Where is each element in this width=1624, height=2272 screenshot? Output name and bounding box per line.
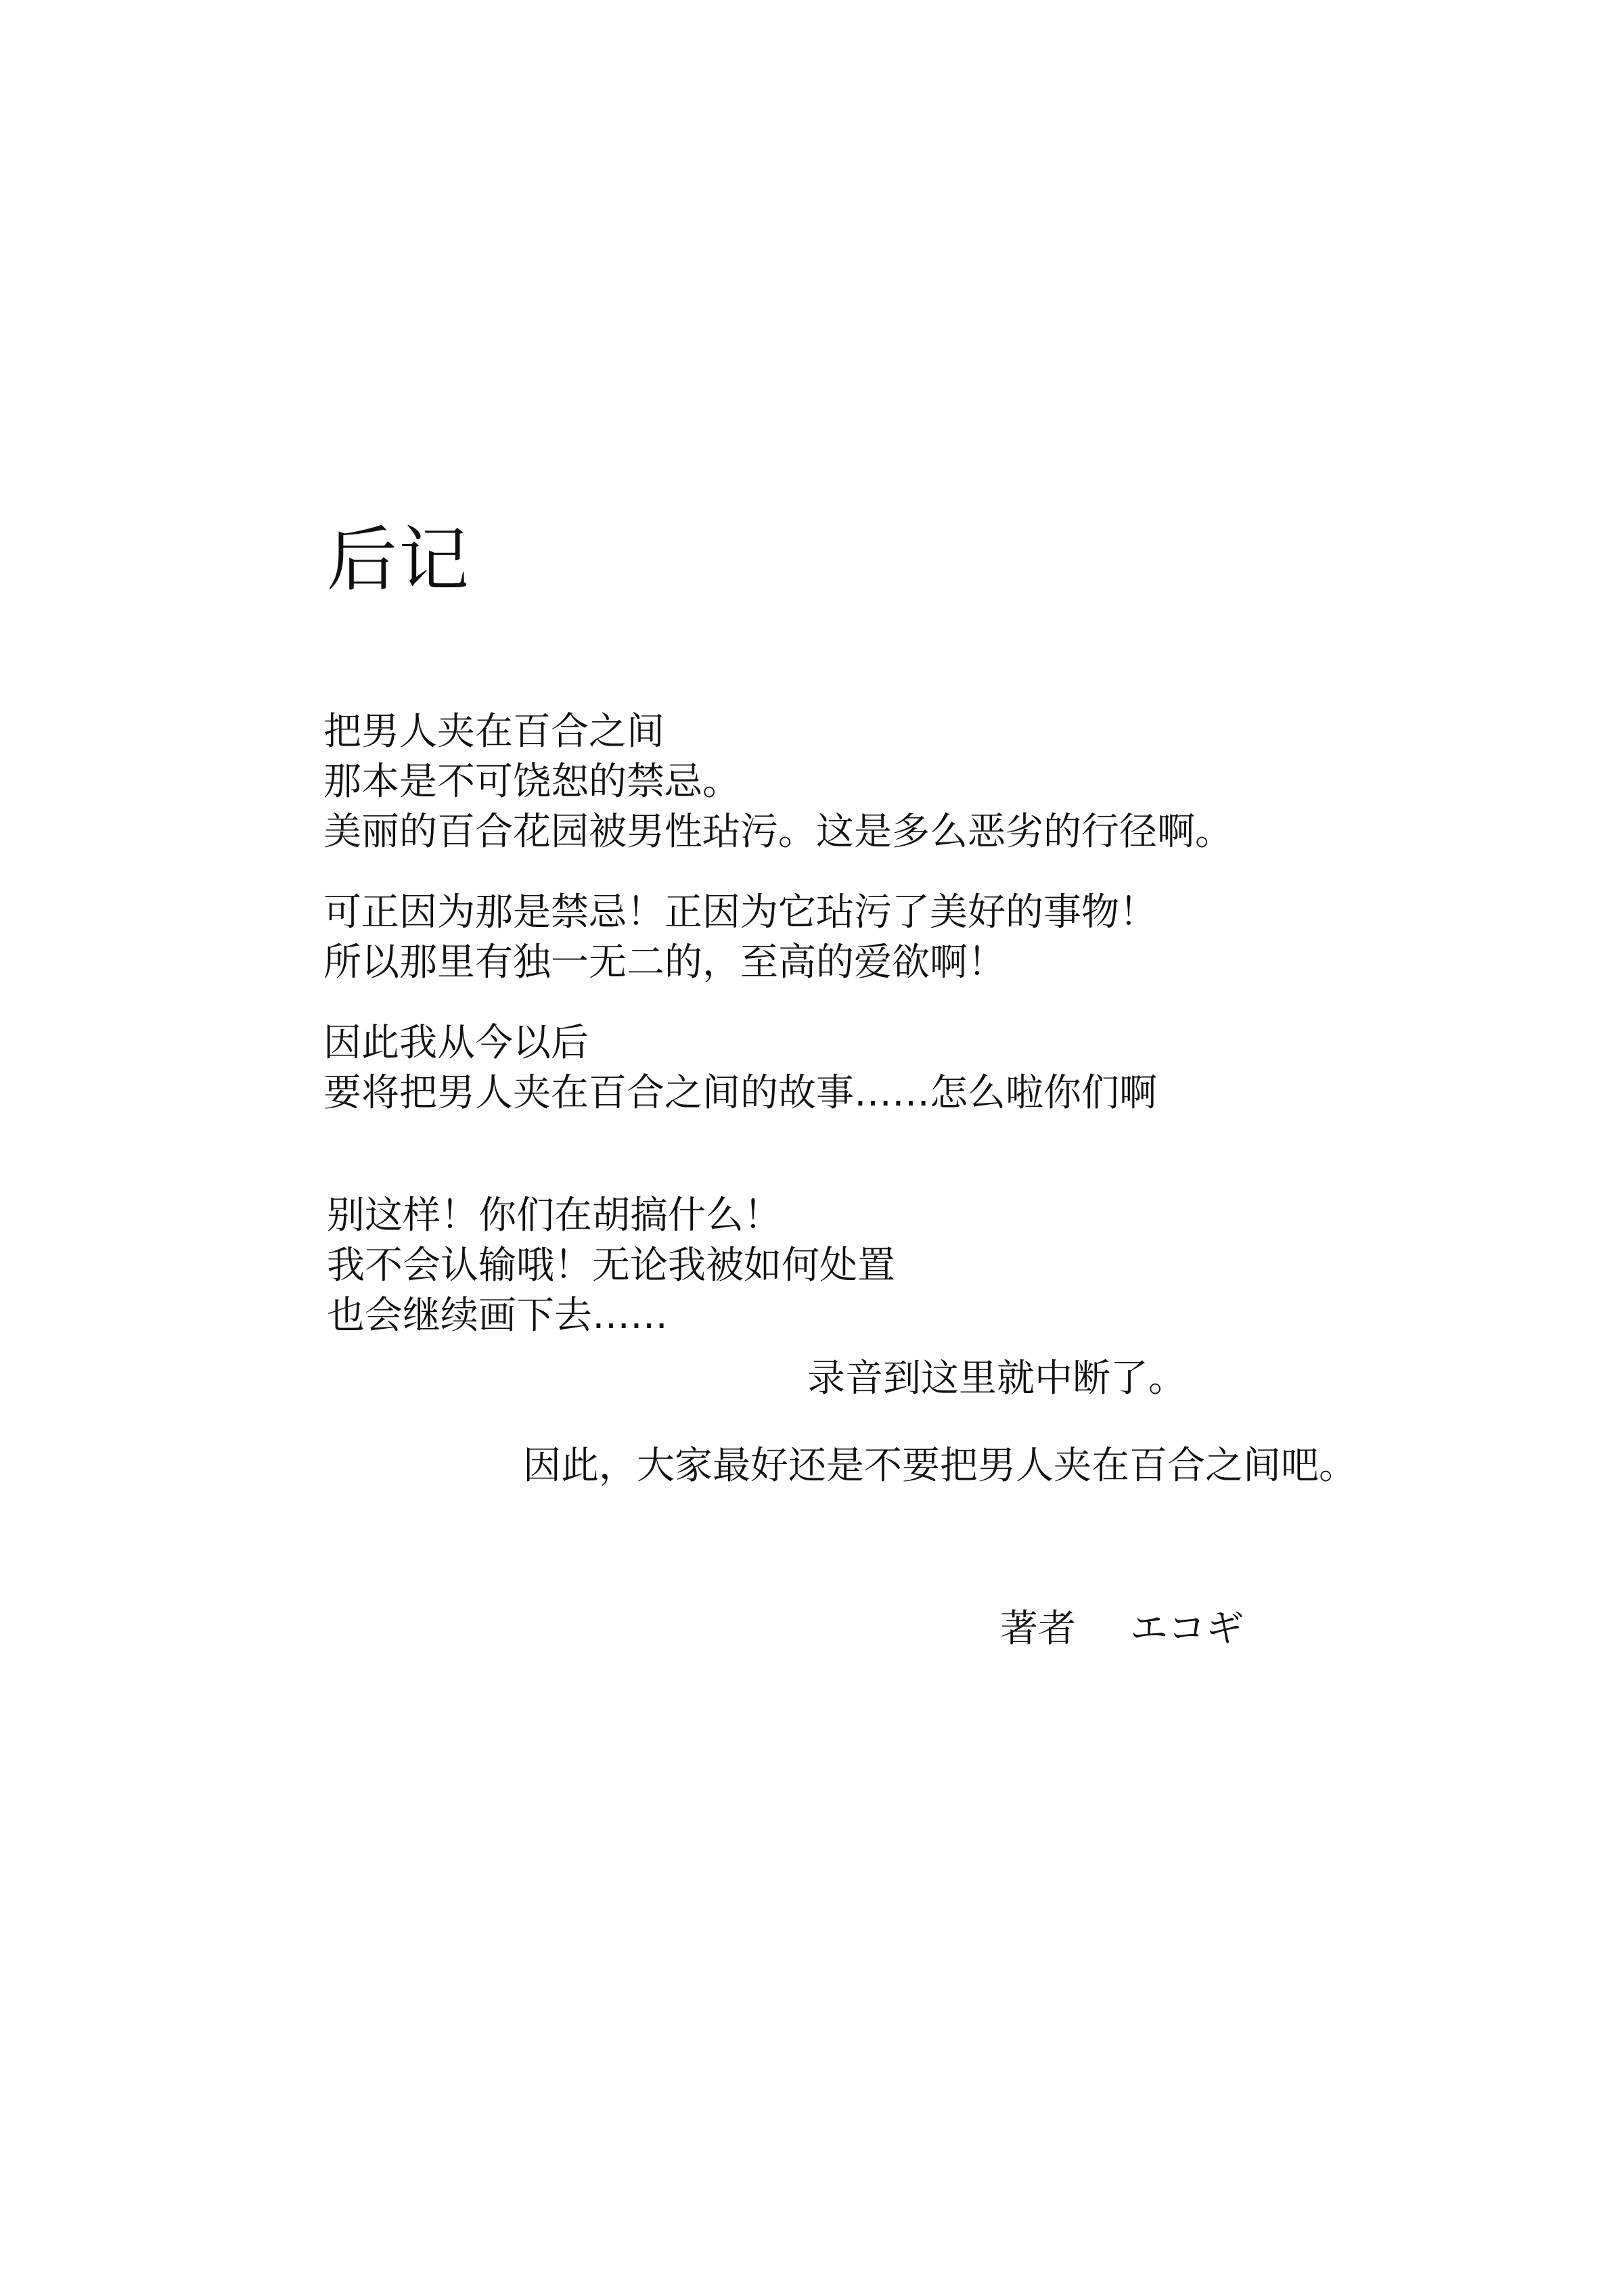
text-line: 可正因为那是禁忌！正因为它玷污了美好的事物！ — [323, 890, 1157, 934]
page-title: 后记 — [327, 518, 471, 601]
text-line: 所以那里有独一无二的，至高的爱欲啊！ — [323, 940, 1006, 984]
closing-line: 录音到这里就中断了。 — [807, 1357, 1186, 1401]
text-line: 别这样！你们在胡搞什么！ — [327, 1194, 782, 1237]
text-line: 也会继续画下去…… — [327, 1294, 668, 1338]
text-line: 美丽的百合花园被男性玷污。这是多么恶劣的行径啊。 — [323, 810, 1233, 854]
author-label: 著者 — [1000, 1607, 1076, 1651]
paragraph — [323, 707, 1233, 857]
text-line: 因此我从今以后 — [323, 1021, 589, 1065]
paragraph — [323, 1018, 1157, 1118]
paragraph — [323, 888, 1157, 988]
text-line: 我不会认输哦！无论我被如何处置 — [327, 1244, 895, 1288]
text-line: 那本是不可饶恕的禁忌。 — [323, 760, 740, 804]
author-signature — [1000, 1604, 1244, 1654]
closing-line: 因此，大家最好还是不要把男人夹在百合之间吧。 — [523, 1444, 1357, 1488]
author-name: エコギ — [1130, 1607, 1244, 1651]
text-line: 要将把男人夹在百合之间的故事……怎么啦你们啊 — [323, 1071, 1157, 1115]
text-line: 把男人夹在百合之间 — [323, 710, 664, 754]
paragraph — [327, 1191, 895, 1341]
